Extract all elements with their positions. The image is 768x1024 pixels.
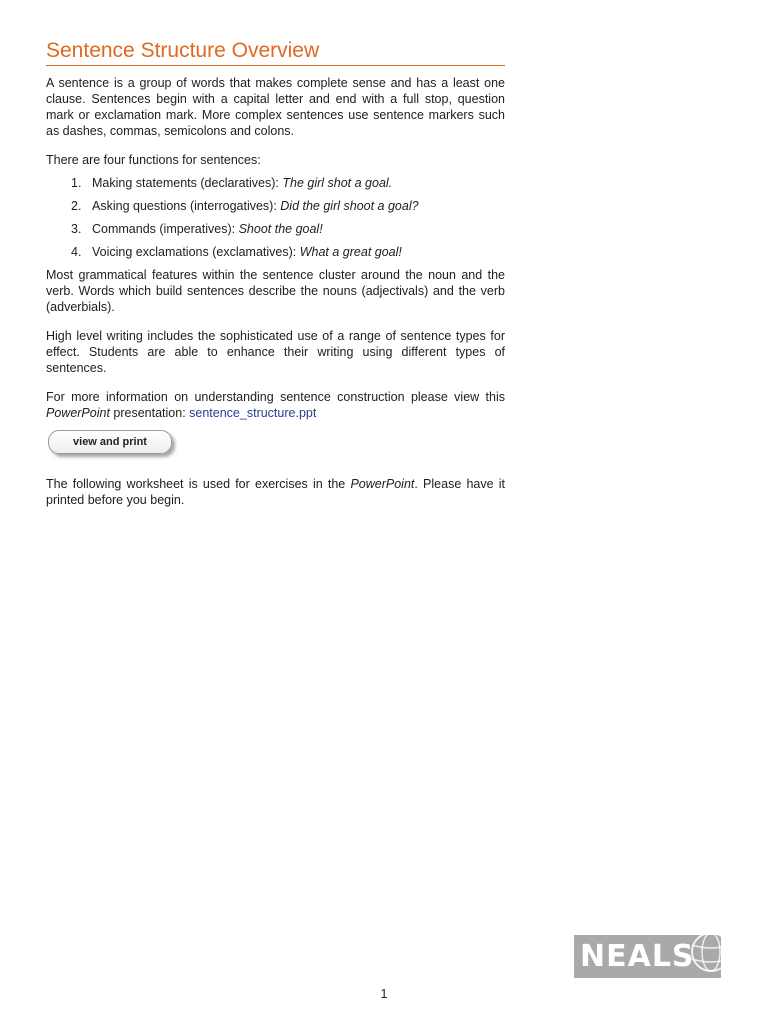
list-item-label: Commands (imperatives): xyxy=(92,222,239,236)
list-item-label: Asking questions (interrogatives): xyxy=(92,199,281,213)
more-info-text: For more information on understanding sentence construction please view this xyxy=(46,390,505,404)
high-level-paragraph: High level writing includes the sophisticated use of a range of sentence types for effect. Students are able to enhance their writing using different types of sentences. xyxy=(46,329,505,375)
list-item xyxy=(46,244,505,260)
worksheet-paragraph xyxy=(46,476,505,508)
page-title: Sentence Structure Overview xyxy=(46,38,505,66)
functions-list xyxy=(46,175,505,260)
logo-text: NEALS xyxy=(580,939,695,974)
functions-intro: There are four functions for sentences: xyxy=(46,153,261,167)
list-item xyxy=(46,175,505,191)
sentence-structure-link[interactable]: sentence_structure.ppt xyxy=(189,406,317,420)
grammar-paragraph: Most grammatical features within the sentence cluster around the noun and the verb. Words which build sentences describe the nouns (adjectivals) and the verb (adverbials). xyxy=(46,268,505,314)
list-item-number: 1. xyxy=(71,176,82,190)
page-number: 1 xyxy=(380,987,388,1001)
list-item-number: 3. xyxy=(71,222,82,236)
list-item-number: 4. xyxy=(71,245,82,259)
list-item-example: Did the girl shoot a goal? xyxy=(280,199,419,213)
list-item-example: Shoot the goal! xyxy=(238,222,323,236)
worksheet-text-after: . Please have it printed before you begin. xyxy=(46,477,505,507)
document-body xyxy=(46,38,505,508)
powerpoint-italic: PowerPoint xyxy=(46,406,110,420)
more-info-text-after: presentation: xyxy=(109,406,190,420)
view-and-print-button[interactable]: view and print xyxy=(48,430,172,454)
more-info-paragraph xyxy=(46,389,505,421)
list-item-label: Making statements (declaratives): xyxy=(92,176,283,190)
globe-icon xyxy=(681,935,721,978)
list-item-number: 2. xyxy=(71,199,82,213)
worksheet-text: The following worksheet is used for exercises in the xyxy=(46,477,351,491)
list-item-example: What a great goal! xyxy=(299,245,402,259)
list-item xyxy=(46,198,505,214)
list-item-example: The girl shot a goal. xyxy=(282,176,393,190)
intro-paragraph: A sentence is a group of words that makes complete sense and has a least one clause. Sentences begin with a capital letter and end with a full stop, question mark or exclamation mark. More complex sentences use sentence markers such as dashes, commas, semicolons and colons. xyxy=(46,76,505,138)
neals-logo xyxy=(574,935,721,978)
list-item-label: Voicing exclamations (exclamatives): xyxy=(92,245,300,259)
list-item xyxy=(46,221,505,237)
worksheet-powerpoint-italic: PowerPoint xyxy=(350,477,415,491)
